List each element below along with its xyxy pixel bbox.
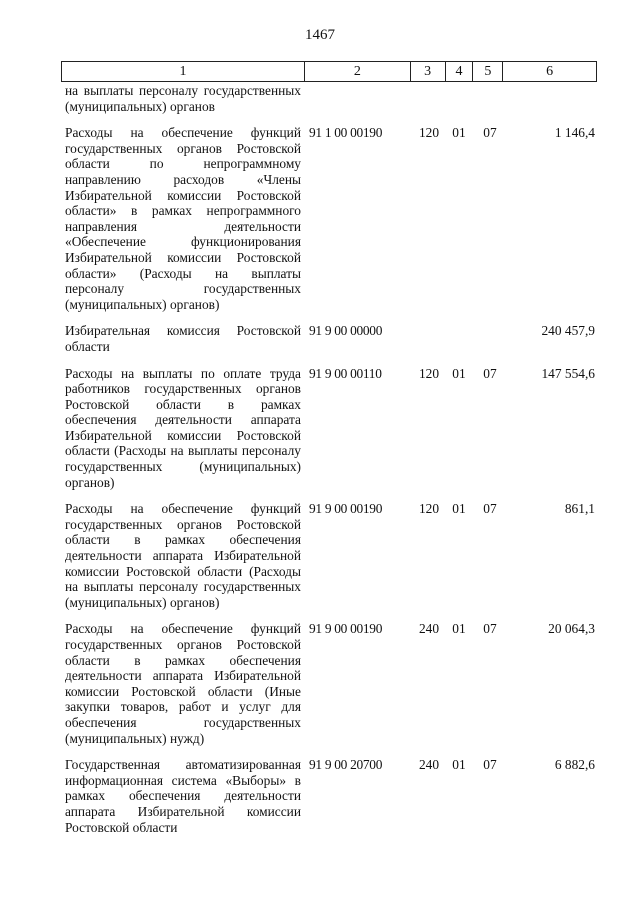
row-description: Расходы на выплаты по оплате труда работников государственных органов Ростовской области в рамках обеспечения деятельности аппарата Избирательной комиссии Ростовской области (Расходы на выплаты персоналу государственных (муниципальных) органов) bbox=[65, 365, 301, 490]
row-section: 01 bbox=[452, 365, 466, 381]
table-row bbox=[61, 83, 597, 114]
row-description: Расходы на обеспечение функций государственных органов Ростовской области в рамках обеспечения деятельности аппарата Избирательной комиссии Ростовской области (Расходы на выплаты персоналу государственных (муниципальных) органов) bbox=[65, 501, 301, 610]
row-amount: 6 882,6 bbox=[554, 757, 595, 773]
table-row bbox=[61, 125, 597, 312]
row-subsection: 07 bbox=[483, 621, 497, 637]
row-description: Избирательная комиссия Ростовской области bbox=[65, 323, 301, 354]
row-section: 01 bbox=[452, 757, 466, 773]
column-header-6: 6 bbox=[546, 63, 554, 79]
row-section: 01 bbox=[452, 501, 466, 517]
column-header-4: 4 bbox=[446, 62, 474, 81]
row-section: 01 bbox=[452, 125, 466, 141]
table-row bbox=[61, 621, 597, 746]
row-section: 01 bbox=[452, 621, 466, 637]
table-row bbox=[61, 757, 597, 835]
row-subsection: 07 bbox=[483, 757, 497, 773]
row-target-code: 91 9 00 00190 bbox=[309, 621, 383, 637]
row-subsection: 07 bbox=[483, 125, 497, 141]
row-description: на выплаты персоналу государственных (муниципальных) органов bbox=[65, 83, 301, 114]
row-target-code: 91 9 00 00000 bbox=[309, 323, 383, 339]
row-amount: 20 064,3 bbox=[548, 621, 595, 637]
row-amount: 1 146,4 bbox=[554, 125, 595, 141]
row-target-code: 91 9 00 20700 bbox=[309, 757, 383, 773]
row-description: Расходы на обеспечение функций государственных органов Ростовской области в рамках обеспечения деятельности аппарата Избирательной комиссии Ростовской области (Иные закупки товаров, работ и услуг для обеспечения государственных (муниципальных) нужд) bbox=[65, 621, 301, 746]
row-amount: 240 457,9 bbox=[541, 323, 595, 339]
row-target-code: 91 1 00 00190 bbox=[309, 125, 383, 141]
column-header-3: 3 bbox=[411, 62, 446, 81]
row-description: Расходы на обеспечение функций государственных органов Ростовской области по непрограммному направлению расходов «Члены Избирательной комиссии Ростовской области» в рамках непрограммного направления деятельности «Обеспечение функционирования Избирательной комиссии Ростовской области» (Расходы на выплаты персоналу государственных (муниципальных) органов) bbox=[65, 125, 301, 312]
budget-table bbox=[61, 82, 597, 835]
row-amount: 147 554,6 bbox=[541, 365, 595, 381]
table-row bbox=[61, 501, 597, 610]
column-header-1: 1 bbox=[62, 62, 305, 81]
row-amount: 861,1 bbox=[564, 501, 595, 517]
page-number: 1467 bbox=[305, 27, 335, 43]
row-target-code: 91 9 00 00110 bbox=[309, 365, 382, 381]
table-row bbox=[61, 323, 597, 354]
row-expense-type: 120 bbox=[418, 125, 440, 141]
row-expense-type: 120 bbox=[418, 365, 440, 381]
row-subsection: 07 bbox=[483, 365, 497, 381]
row-subsection: 07 bbox=[483, 501, 497, 517]
row-expense-type: 240 bbox=[418, 757, 440, 773]
column-header-2: 2 bbox=[305, 62, 411, 81]
column-header-5: 5 bbox=[473, 62, 503, 81]
column-header-row bbox=[61, 61, 597, 82]
row-description: Государственная автоматизированная информационная система «Выборы» в рамках обеспечения деятельности аппарата Избирательной комиссии Ростовской области bbox=[65, 757, 301, 835]
row-expense-type: 240 bbox=[418, 621, 440, 637]
row-target-code: 91 9 00 00190 bbox=[309, 501, 383, 517]
table-row bbox=[61, 366, 597, 491]
row-expense-type: 120 bbox=[418, 501, 440, 517]
